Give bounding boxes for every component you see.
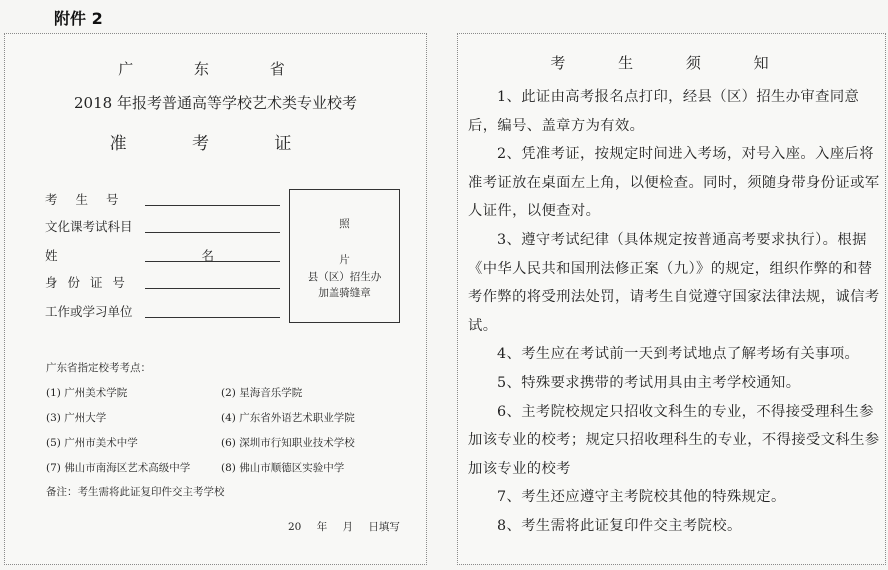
note-text: 备注：考生需将此证复印件交主考学校 — [46, 486, 225, 498]
photo-text: 片 — [339, 254, 350, 266]
notice-item: 6、主考院校规定只招收文科生的专业，不得接受理科生参加该专业的校考；规定只招收理科生的专业，不得接受文科生参加该专业的校考 — [468, 403, 880, 477]
notice-item: 4、考生应在考试前一天到考试地点了解考场有关事项。 — [497, 346, 860, 363]
field-candidate-number — [45, 190, 145, 208]
photo-box — [289, 189, 400, 323]
photo-text: 县（区）招生办 — [307, 271, 382, 283]
notice-item: 8、考生需将此证复印件交主考院校。 — [497, 517, 742, 534]
venue-item: (1) 广州美术学院 — [46, 387, 128, 399]
venue-item: (6) 深圳市行知职业技术学校 — [221, 437, 355, 449]
field-underline — [145, 232, 280, 233]
field-underline — [145, 288, 280, 289]
field-underline — [145, 205, 280, 206]
venue-item: (8) 佛山市顺德区实验中学 — [221, 462, 345, 474]
photo-text: 加盖骑缝章 — [318, 287, 371, 299]
candidate-notice-card — [457, 33, 886, 565]
field-exam-subject — [45, 217, 145, 235]
field-workplace — [45, 302, 145, 320]
date-line: 20 年 月 日填写 — [288, 521, 400, 533]
venue-item: (4) 广东省外语艺术职业学院 — [221, 412, 355, 424]
field-label: 工作或学习单位 — [45, 304, 133, 319]
admission-ticket-card — [4, 33, 427, 565]
venue-item: (3) 广州大学 — [46, 412, 107, 424]
field-underline — [145, 261, 280, 262]
field-id-number — [45, 273, 145, 291]
field-label: 考 生 号 — [45, 192, 126, 207]
notice-item: 1、此证由高考报名点打印，经县（区）招生办审查同意后，编号、盖章方为有效。 — [468, 89, 860, 134]
field-label: 身 份 证 号 — [45, 275, 128, 290]
venue-item: (5) 广州市美术中学 — [46, 437, 138, 449]
notice-item: 2、凭准考证，按规定时间进入考场，对号入座。入座后将准考证放在桌面左上角，以便检查。同时，须随身带身份证或军人证件，以便查对。 — [468, 146, 880, 220]
attachment-label: 附件 2 — [54, 9, 103, 28]
notice-item: 5、特殊要求携带的考试用具由主考学校通知。 — [497, 374, 801, 391]
ticket-title: 准 考 证 — [109, 134, 322, 154]
field-underline — [145, 317, 280, 318]
notice-body — [468, 83, 882, 541]
field-label: 文化课考试科目 — [45, 219, 133, 234]
notice-item: 7、考生还应遵守主考院校其他的特殊规定。 — [497, 489, 786, 506]
photo-text: 照 — [339, 218, 350, 230]
field-label: 姓 名 — [45, 248, 284, 263]
field-name — [45, 246, 284, 264]
venue-item: (7) 佛山市南海区艺术高级中学 — [46, 462, 191, 474]
province-title: 广 东 省 — [118, 60, 313, 78]
notice-title: 考 生 须 知 — [550, 54, 793, 72]
venue-item: (2) 星海音乐学院 — [221, 387, 303, 399]
notice-item: 3、遵守考试纪律（具体规定按普通高考要求执行）。根据《中华人民共和国刑法修正案（九）》的规定，组织作弊的和替考作弊的将受刑法处罚，请考生自觉遵守国家法律法规，诚信考试。 — [468, 231, 880, 334]
venues-title: 广东省指定校考考点： — [46, 362, 151, 374]
exam-year-title: 2018 年报考普通高等学校艺术类专业校考 — [74, 94, 357, 112]
